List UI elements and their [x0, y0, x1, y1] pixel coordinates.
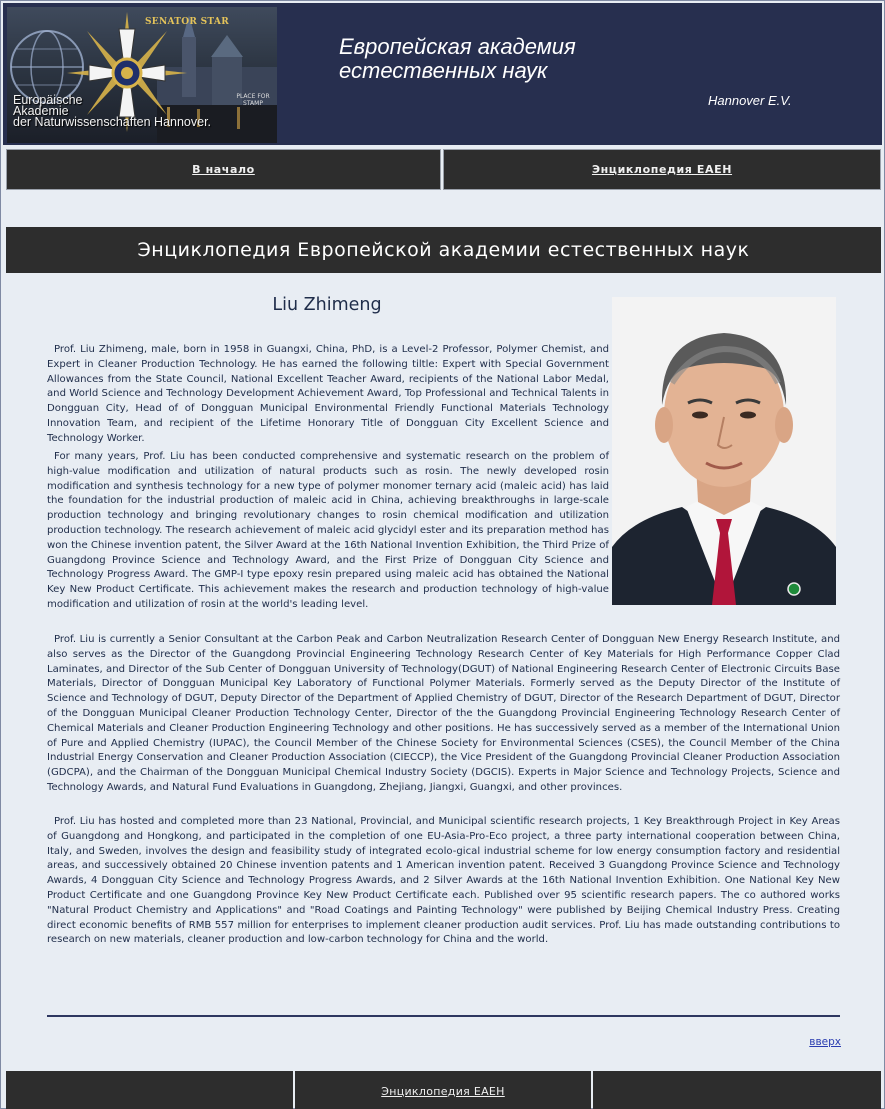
back-to-top-link[interactable]: вверх — [809, 1036, 841, 1048]
footer-encyclopedia-link[interactable]: Энциклопедия ЕАЕН — [381, 1085, 505, 1098]
logo-place-text: PLACE FOR STAMP — [236, 93, 270, 107]
content-divider — [47, 1015, 840, 1017]
nav-cell-home — [6, 149, 441, 190]
article-paragraph-4: Prof. Liu has hosted and completed more than 23 National, Provincial, and Municipal scientific research projects, 1 Key Breakthrough Project in Key Areas of Guangdong and Hongkong, and participated in the completion of one EU-Asia-Pro-Eco project, a three party international cooperation between China, Italy, and Sweden, involves the design and feasibility study of integrated ecolo-gical industrial scheme for low energy consumption factory and residential areas, and successively obtained 20 Chinese invention patents and 1 American invention patent. Received 3 Guangdong Province Science and Technology Awards, 4 Dongguan City Science and Technology Progress Awards, and 2 Silver Awards at the 16th National Invention Exhibition. One National Key New Product Certificate and one Guangdong Province Key New Product Certificate each. Published over 95 scientific research papers. The co authored works "Natural Product Chemistry and Applications" and "Road Coatings and Painting Technology" were published by Beijing Chemical Industry Press. Creating direct economic benefits of RMB 557 million for enterprises to implement cleaner production audit services. Prof. Liu has made outstanding contributions to research on new materials, cleaner production and low-carbon technology for China and the world. — [47, 816, 840, 946]
person-name: Liu Zhimeng — [272, 295, 382, 315]
nav-encyclopedia-link[interactable]: Энциклопедия ЕАЕН — [591, 163, 733, 176]
site-title-line-1: Европейская академия — [339, 34, 576, 59]
article-paragraph-2: For many years, Prof. Liu has been conducted comprehensive and systematic research on the problem of high-value modification and utilization of natural products such as rosin. The newly developed rosin modification and synthesis technology for a new type of polymer monomer ternary acid (maleic acid) has laid the foundation for the industrial production of maleic acid in China, achieving breakthroughs in large-scale production technology and bringing revolutionary changes to rosin chemical modification and utilization production technology. The research achievement of maleic acid glycidyl ester and its preparation method has won the Chinese invention patent, the Silver Award at the 16th National Invention Exhibition, the Third Prize of Guangdong Province Science and Technology Award, and the First Prize of Dongguan City Science and Technology Progress Award. The GMP-I type epoxy resin prepared using maleic acid has obtained the National Key New Product Certificate. This achievement makes the research and production technology of high-value modification and utilization of rosin at the world's leading level. — [47, 451, 609, 610]
site-subtitle: Hannover E.V. — [708, 93, 792, 108]
article-paragraph-3: Prof. Liu is currently a Senior Consultant at the Carbon Peak and Carbon Neutralization Research Center of Dongguan New Energy Research Institute, and also serves as the Director of the Guangdong Provincial Engineering Technology Research Center of Key Materials for High Performance Copper Clad Laminates, and Director of the Sub Center of Dongguan University of Technology(DGUT) of National Engineering Research Center of Electronic Circuits Base Materials, Director of Dongguan Municipal Key Laboratory of Functional Polymer Materials. Formerly served as the Deputy Director of the Institute of Science and Technology of DGUT, Deputy Director of the Department of Applied Chemistry of DGUT, Director of the Research Department of DGUT, Director of the Dongguan Municipal Cleaner Production Technology Center, Director of the the Guangdong Provincial Engineering Technology Research Center of Chemical Materials and Cleaner Production Engineering Technology and other positions. He has successively served as a member of the International Union of Pure and Applied Chemistry (IUPAC), the Council Member of the Chinese Society for Environmental Sciences (CSES), the Council Member of the China Industrial Energy Conservation and Cleaner Production Association (CIECCP), the Vice President of the Guangdong Provincial Cleaner Production Association (GDCPA), and the Chairman of the Dongguan Municipal Chemical Industry Society (DGCIS). Experts in Major Science and Technology Projects, Science and Technology Awards, and Natural Fund Evaluations in Guangdong, Zhejiang, Jiangxi, Guangxi, and other provinces. — [47, 634, 840, 793]
section-banner — [6, 227, 881, 273]
article-paragraph-1: Prof. Liu Zhimeng, male, born in 1958 in Guangxi, China, PhD, is a Level-2 Professor, Polymer Chemist, and Expert in Cleaner Production Technology. He has earned the following tiltle: Expert with Special Government Allowances from the State Council, National Excellent Teacher Award, recipients of the National Labor Medal, and World Science and Technology Development Achievement Award, Top Professional and Technical Talents in Dongguan City, Head of of Dongguan Municipal Environmental Friendly Functional Materials Technology Innovation Team, and recipient of the Lifetime Honorary Title of Dongguan City Excellent Science and Technology Worker. — [47, 344, 609, 444]
footer-cell-right — [593, 1071, 881, 1109]
academy-logo[interactable] — [7, 7, 277, 143]
nav-home-link[interactable]: В начало — [192, 163, 255, 176]
logo-caption — [13, 95, 275, 128]
person-photo — [612, 297, 836, 605]
logo-line-2: Akademie — [13, 104, 69, 118]
logo-line-3: der Naturwissenschaften Hannover. — [13, 115, 212, 129]
logo-line-1: Europäische — [13, 93, 83, 107]
site-title-line-2: естественных наук — [339, 58, 548, 83]
nav-cell-encyclopedia — [443, 149, 881, 190]
footer-cell-left — [6, 1071, 293, 1109]
section-title: Энциклопедия Европейской академии естественных наук — [137, 239, 750, 261]
footer-cell-center — [295, 1071, 591, 1109]
portrait-image — [612, 297, 836, 605]
site-header — [3, 3, 882, 145]
site-title — [339, 35, 679, 83]
logo-stamp-text: SENATOR STAR — [145, 17, 229, 27]
